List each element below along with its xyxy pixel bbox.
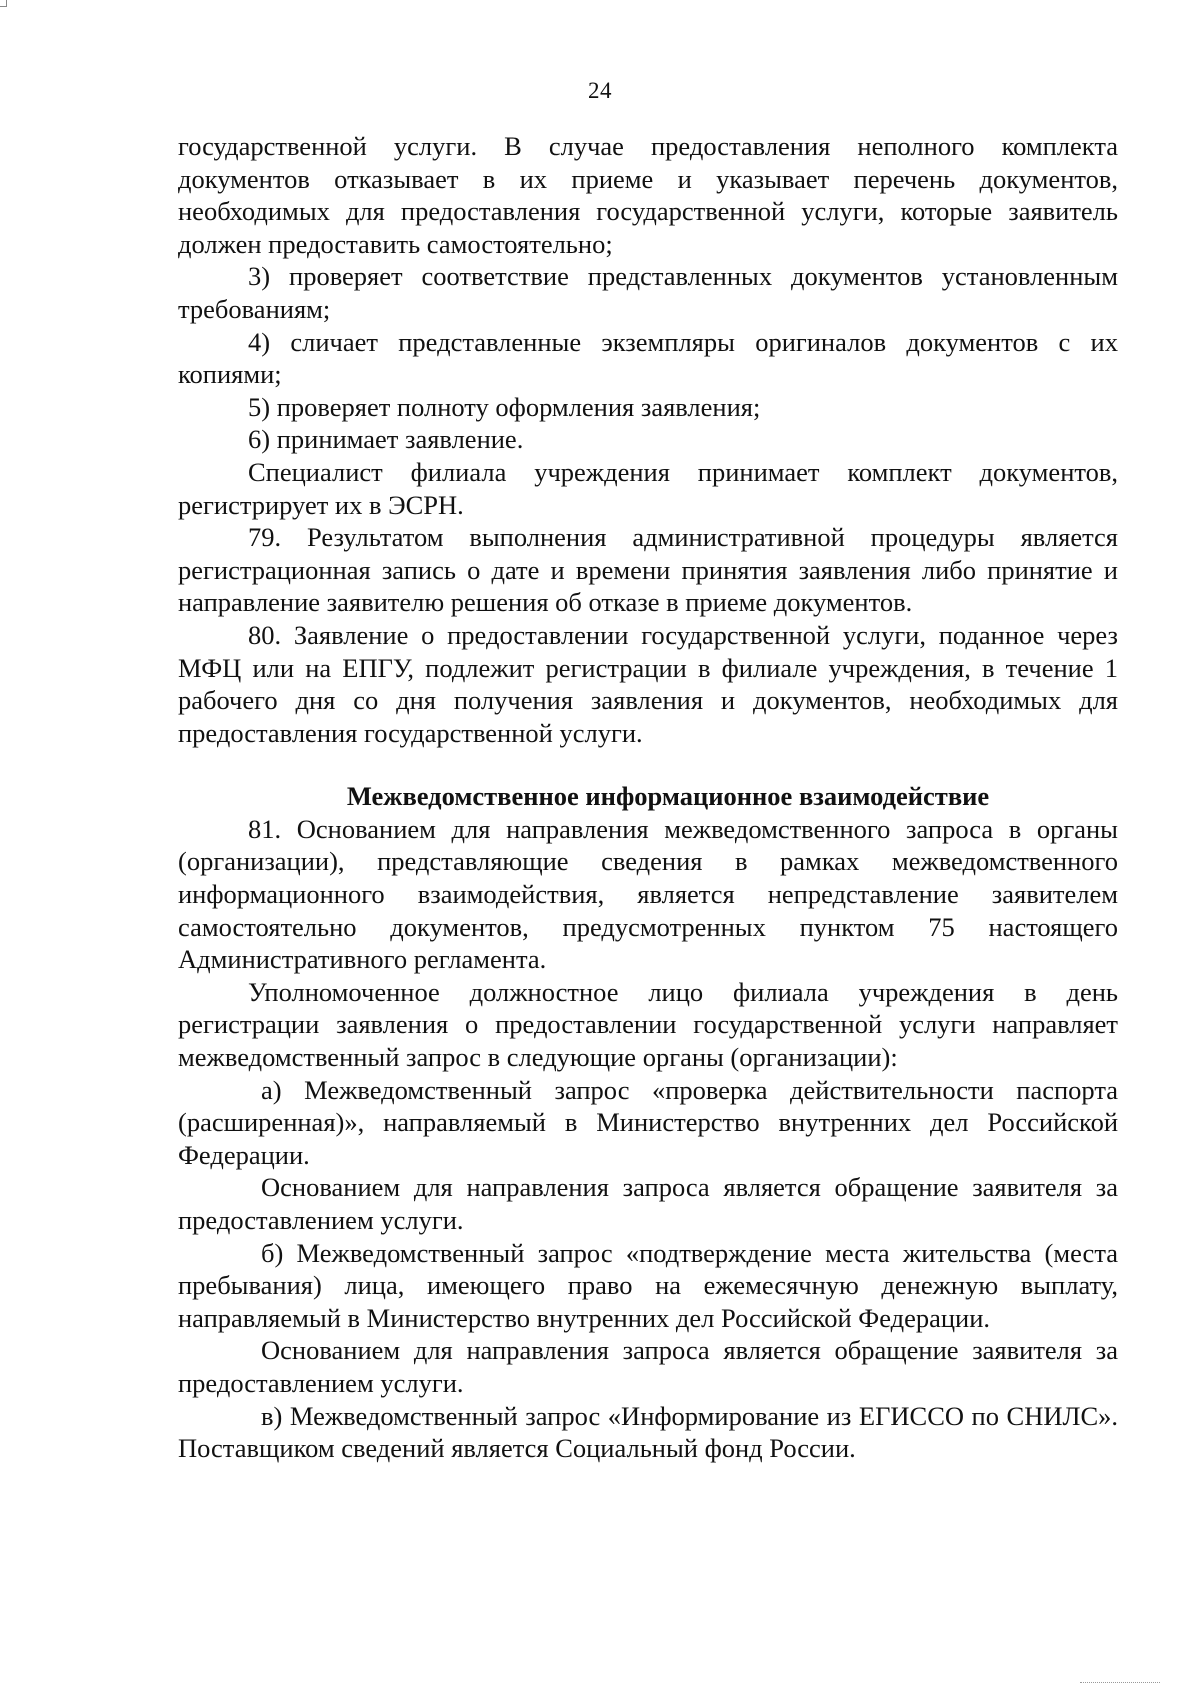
request-item-b: б) Межведомственный запрос «подтверждение места жительства (места пребывания) лица, имеющего право на ежемесячную денежную выплату, направляемый в Министерство внутренних дел Российской Федерации. bbox=[178, 1237, 1118, 1333]
document-body bbox=[178, 130, 1118, 1465]
list-item-3: 3) проверяет соответствие представленных документов установленным требованиям; bbox=[178, 261, 1118, 324]
paragraph-79: 79. Результатом выполнения административной процедуры является регистрационная запись о дате и времени принятия заявления либо принятие и направление заявителю решения об отказе в приеме документов. bbox=[178, 522, 1118, 618]
page-number: 24 bbox=[588, 78, 612, 103]
list-item-4: 4) сличает представленные экземпляры оригиналов документов с их копиями; bbox=[178, 326, 1118, 390]
list-item-6: 6) принимает заявление. bbox=[248, 424, 524, 455]
section-heading: Межведомственное информационное взаимодействие bbox=[346, 781, 990, 812]
request-basis-b: Основанием для направления запроса является обращение заявителя за предоставлением услуги. bbox=[178, 1335, 1118, 1398]
request-item-v: в) Межведомственный запрос «Информирование из ЕГИССО по СНИЛС». Поставщиком сведений является Социальный фонд России. bbox=[178, 1400, 1118, 1464]
scan-corner-mark bbox=[0, 0, 7, 7]
paragraph-authorized-official: Уполномоченное должностное лицо филиала учреждения в день регистрации заявления о предоставлении государственной услуги направляет межведомственный запрос в следующие органы (организации): bbox=[178, 976, 1118, 1073]
scan-edge-mark bbox=[1080, 1682, 1160, 1683]
request-item-a: а) Межведомственный запрос «проверка действительности паспорта (расширенная)», направляемый в Министерство внутренних дел Российской Федерации. bbox=[178, 1074, 1118, 1170]
list-item-5: 5) проверяет полноту оформления заявления; bbox=[248, 391, 761, 422]
paragraph-specialist: Специалист филиала учреждения принимает комплект документов, регистрирует их в ЭСРН. bbox=[178, 456, 1118, 520]
request-basis-a: Основанием для направления запроса является обращение заявителя за предоставлением услуги. bbox=[178, 1172, 1118, 1235]
paragraph-80: 80. Заявление о предоставлении государственной услуги, поданное через МФЦ или на ЕПГУ, подлежит регистрации в филиале учреждения, в течение 1 рабочего дня со дня получения заявления и документов, необходимых для предоставления государственной услуги. bbox=[178, 619, 1118, 748]
paragraph-81: 81. Основанием для направления межведомственного запроса в органы (организации), представляющие сведения в рамках межведомственного информационного взаимодействия, является непредставление заявителем самостоятельно документов, предусмотренных пунктом 75 настоящего Административного регламента. bbox=[178, 813, 1118, 975]
paragraph-continuation: государственной услуги. В случае предоставления неполного комплекта документов отказывает в их приеме и указывает перечень документов, необходимых для предоставления государственной услуги, которые заявитель должен предоставить самостоятельно; bbox=[178, 131, 1118, 259]
